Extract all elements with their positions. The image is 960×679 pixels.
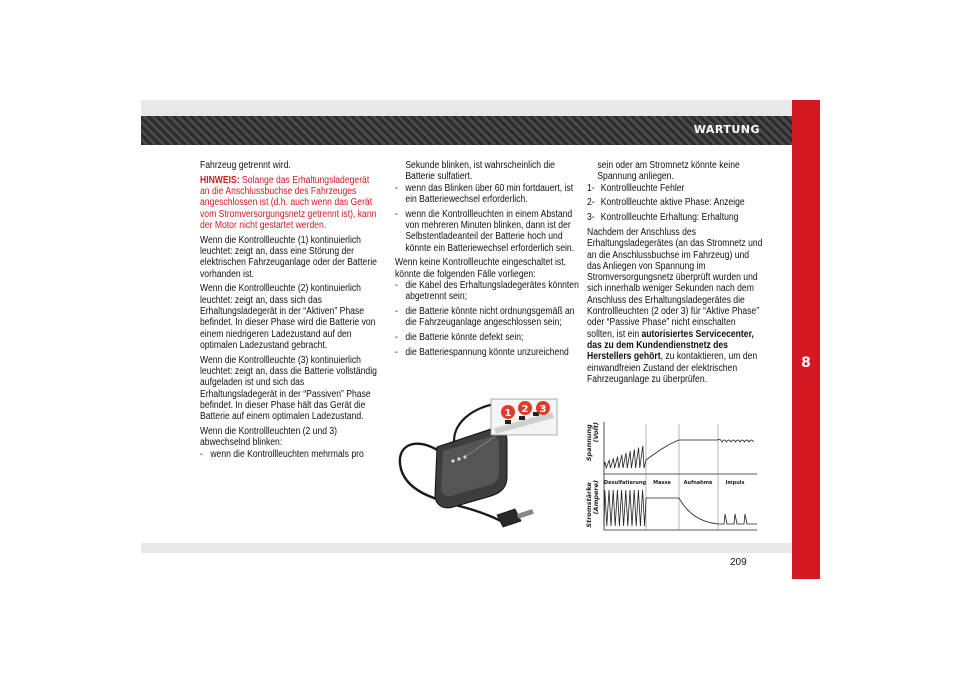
service-center-highlight: autorisiertes Servicecenter, das zu dem Kundendienstnetz des Herstellers gehört — [587, 328, 754, 363]
bullet-item: - die Batteriespannung könnte unzureichend — [395, 347, 581, 358]
text-column-3 — [587, 160, 764, 389]
legend-item-1: 1- Kontrollleuchte Fehler — [587, 182, 685, 194]
paragraph: Fahrzeug getrennt wird. — [200, 160, 291, 171]
paragraph-continued: sein oder am Stromnetz könnte keine Spannung anliegen. — [597, 160, 740, 183]
phase-label-desulfatierung: Desulfatierung — [604, 480, 646, 486]
battery-maintainer-illustration — [393, 395, 561, 533]
note-label: HINWEIS: — [200, 174, 240, 186]
current-curve — [604, 490, 757, 526]
bottom-band — [141, 543, 792, 553]
paragraph-continued: Sekunde blinken, ist wahrscheinlich die Batterie sulfatiert. — [405, 160, 555, 183]
bullet-item: - wenn die Kontrollleuchten mehrmals pro — [200, 449, 381, 460]
bullet-item: - die Batterie könnte defekt sein; — [395, 332, 581, 343]
callout-3-label: 3 — [539, 404, 547, 415]
bullet-item: - die Kabel des Erhaltungsladegerätes könnten abgetrennt sein; — [395, 280, 581, 303]
paragraph: Wenn keine Kontrollleuchte eingeschaltet ist, könnte die folgenden Fälle vorliegen: — [395, 257, 566, 280]
phase-label-masse: Masse — [653, 480, 671, 486]
paragraph: Wenn die Kontrollleuchte (1) kontinuierlich leuchtet: zeigt an, dass eine Störung der elektrischen Fahrzeuganlage oder der Batterie vorhanden ist. — [200, 234, 377, 280]
chapter-number: 8 — [801, 355, 811, 371]
note-paragraph — [200, 175, 381, 231]
paragraph: Wenn die Kontrollleuchte (2) kontinuierlich leuchtet: zeigt an, dass sich das Erhaltungsladegerät in der “Aktiven” Phase befindet. In dieser Phase wird die Batterie von einem niedrigeren Ladezustand auf den optimalen Ladezustand gebracht. — [200, 283, 376, 351]
top-border — [141, 100, 792, 116]
bullet-item: - wenn die Kontrollleuchten in einem Abstand von mehreren Minuten blinken, dann ist der Selbstentladeanteil der Batterie hoch und könnte ein Batteriewechsel erforderlich sein. — [395, 209, 581, 254]
phase-label-aufnahme: Aufnahme — [683, 480, 713, 486]
bullet-item: - die Batterie könnte nicht ordnungsgemäß an die Fahrzeuganlage angeschlossen sein; — [395, 306, 581, 329]
text-column-2 — [395, 160, 581, 362]
paragraph: Nachdem der Anschluss des Erhaltungsladegerätes (an das Stromnetz und an die Anschlussbuchse im Fahrzeug) und das Anliegen von Spannung im Stromversorgungsnetz überprüft wurden und sich innerhalb weniger Sekunden nach dem Anschluss des Erhaltungsladegerätes die Kontrollleuchten (2 oder 3) für “Aktive Phase” oder “Passive Phase” nicht einschalten sollten, ist ein autorisiertes Servicecenter, das zu dem Kundendienstnetz des Herstellers gehört, zu kontaktieren, um den einwandfreien Zustand der elektrischen Fahrzeuganlage zu überprüfen. — [587, 226, 763, 385]
paragraph: Wenn die Kontrollleuchte (3) kontinuierlich leuchtet: zeigt an, dass die Batterie vollständig aufgeladen ist und sich das Erhaltungsladegerät in der “Passiven” Phase befindet. In dieser Phase hält das Gerät die Batterie auf einem optimalen Ladezustand. — [200, 354, 377, 423]
chapter-tab — [792, 100, 820, 579]
header-band — [141, 116, 792, 145]
callout-2-label: 2 — [521, 404, 529, 415]
legend-item-3: 3- Kontrollleuchte Erhaltung: Erhaltung — [587, 212, 739, 224]
note-text: Solange das Erhaltungsladegerät an die Anschlussbuchse des Fahrzeuges angeschlossen ist (d.h. auch wenn das Gerät vom Stromversorgungsnetz getrennt ist), kann der Motor nicht gestartet werden. — [200, 174, 377, 231]
legend-item-2: 2- Kontrollleuchte aktive Phase: Anzeige — [587, 197, 745, 209]
bullet-item: - wenn das Blinken über 60 min fortdauert, ist ein Batteriewechsel erforderlich. — [395, 183, 581, 206]
phase-label-impuls: Impuls — [725, 480, 745, 486]
paragraph: Wenn die Kontrollleuchten (2 und 3) abwechselnd blinken: — [200, 426, 338, 449]
charging-phase-graph — [582, 418, 759, 535]
section-title: WARTUNG — [693, 123, 760, 136]
text-column-1 — [200, 160, 381, 463]
current-axis-label: Stromstärke (Ampere) — [585, 480, 600, 528]
voltage-axis-label: Spannung (Volt) — [585, 422, 600, 462]
callout-1-label: 1 — [504, 408, 512, 419]
page-number: 209 — [730, 557, 747, 568]
